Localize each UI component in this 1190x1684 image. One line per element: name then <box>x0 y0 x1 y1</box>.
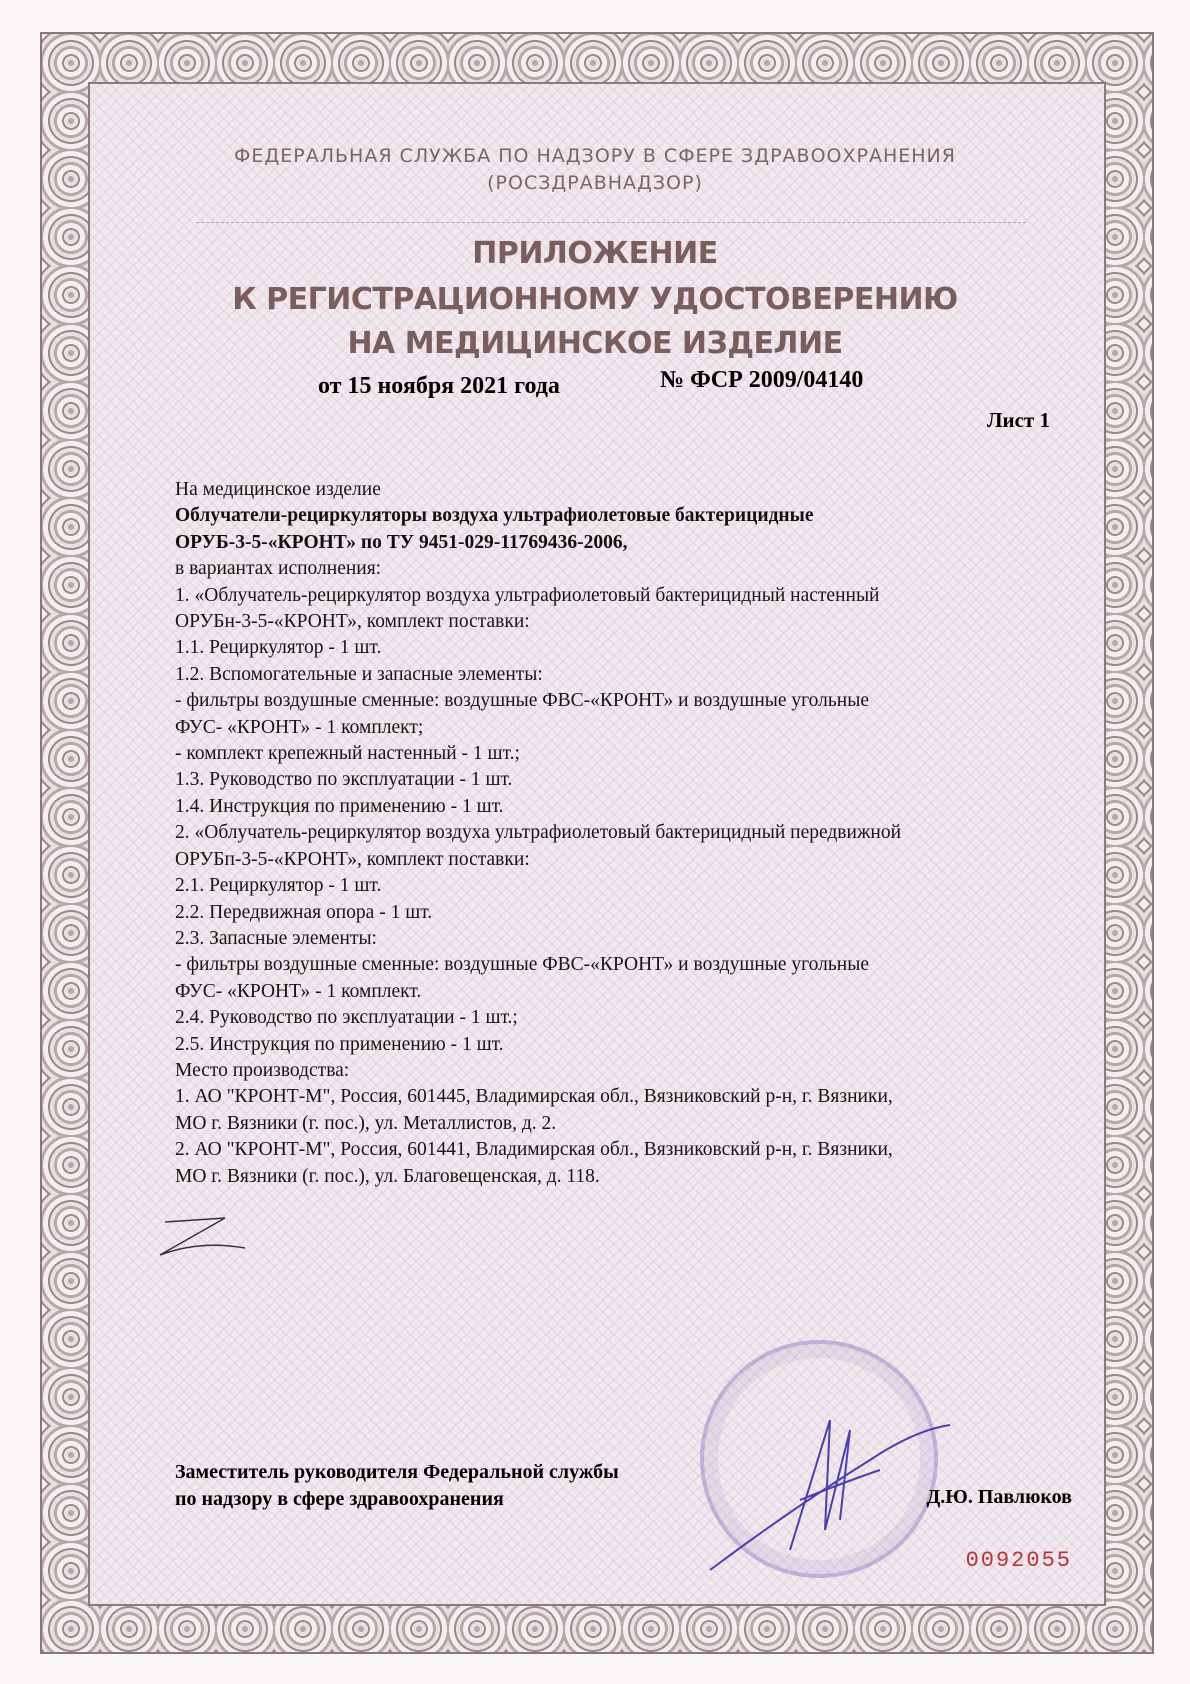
title-line-3: НА МЕДИЦИНСКОЕ ИЗДЕЛИЕ <box>347 326 843 361</box>
issue-date: от 15 ноября 2021 года <box>318 373 560 399</box>
body-line: 1.4. Инструкция по применению - 1 шт. <box>175 795 504 817</box>
serial-number: 0092055 <box>965 1548 1072 1573</box>
body-line: ФУС- «КРОНТ» - 1 комплект. <box>175 980 422 1002</box>
body-line: 1.3. Руководство по эксплуатации - 1 шт. <box>175 769 513 791</box>
body-line: 2.5. Инструкция по применению - 1 шт. <box>175 1033 504 1055</box>
body-line: МО г. Вязники (г. пос.), ул. Металлистов, д. 2. <box>175 1112 557 1134</box>
body-line: На медицинское изделие <box>175 479 381 500</box>
body-line: 2.2. Передвижная опора - 1 шт. <box>175 901 433 923</box>
body-line: 2. «Облучатель-рециркулятор воздуха ультрафиолетовый бактерицидный передвижной <box>175 822 902 844</box>
body-line: ФУС- «КРОНТ» - 1 комплект; <box>175 716 424 738</box>
signature <box>700 1400 960 1580</box>
agency-short-name: (РОСЗДРАВНАДЗОР) <box>487 172 703 194</box>
body-line: - комплект крепежный настенный - 1 шт.; <box>175 743 520 765</box>
body-line: 2.1. Рециркулятор - 1 шт. <box>175 875 382 897</box>
body-line: 1. «Облучатель-рециркулятор воздуха ультрафиолетовый бактерицидный настенный <box>175 584 880 606</box>
body-line: 2. АО "КРОНТ-М", Россия, 601441, Владимирская обл., Вязниковский р-н, г. Вязники, <box>175 1139 893 1161</box>
document-body <box>175 477 1095 1190</box>
signatory-position-line-2: по надзору в сфере здравоохранения <box>175 1488 504 1510</box>
body-line: 2.3. Запасные элементы: <box>175 927 377 949</box>
body-line: 1.2. Вспомогательные и запасные элементы: <box>175 663 543 685</box>
body-line: Облучатели-рециркуляторы воздуха ультрафиолетовые бактерицидные <box>175 505 814 527</box>
body-line: 1. АО "КРОНТ-М", Россия, 601445, Владимирская обл., Вязниковский р-н, г. Вязники, <box>175 1086 893 1108</box>
signatory-name: Д.Ю. Павлюков <box>926 1486 1072 1508</box>
title-line-2: К РЕГИСТРАЦИОННОМУ УДОСТОВЕРЕНИЮ <box>232 282 958 317</box>
initials-signature <box>150 1210 260 1270</box>
divider <box>196 222 1026 223</box>
sheet-number: Лист 1 <box>986 408 1050 432</box>
body-line: в вариантах исполнения: <box>175 558 382 580</box>
body-line: 1.1. Рециркулятор - 1 шт. <box>175 637 382 659</box>
agency-name: ФЕДЕРАЛЬНАЯ СЛУЖБА ПО НАДЗОРУ В СФЕРЕ ЗДРАВООХРАНЕНИЯ <box>234 145 956 167</box>
signatory-position-line-1: Заместитель руководителя Федеральной службы <box>175 1461 619 1483</box>
body-line: МО г. Вязники (г. пос.), ул. Благовещенская, д. 118. <box>175 1165 600 1187</box>
body-line: Место производства: <box>175 1059 350 1081</box>
body-line: 2.4. Руководство по эксплуатации - 1 шт.; <box>175 1007 518 1029</box>
body-line: ОРУБ-3-5-«КРОНТ» по ТУ 9451-029-11769436-2006, <box>175 531 628 553</box>
title-line-1: ПРИЛОЖЕНИЕ <box>472 236 718 271</box>
registration-number: № ФСР 2009/04140 <box>660 367 864 393</box>
body-line: - фильтры воздушные сменные: воздушные ФВС-«КРОНТ» и воздушные угольные <box>175 690 869 712</box>
body-line: - фильтры воздушные сменные: воздушные ФВС-«КРОНТ» и воздушные угольные <box>175 954 869 976</box>
body-line: ОРУБп-3-5-«КРОНТ», комплект поставки: <box>175 848 530 870</box>
body-line: ОРУБн-3-5-«КРОНТ», комплект поставки: <box>175 611 530 633</box>
signatory-position <box>175 1459 619 1513</box>
